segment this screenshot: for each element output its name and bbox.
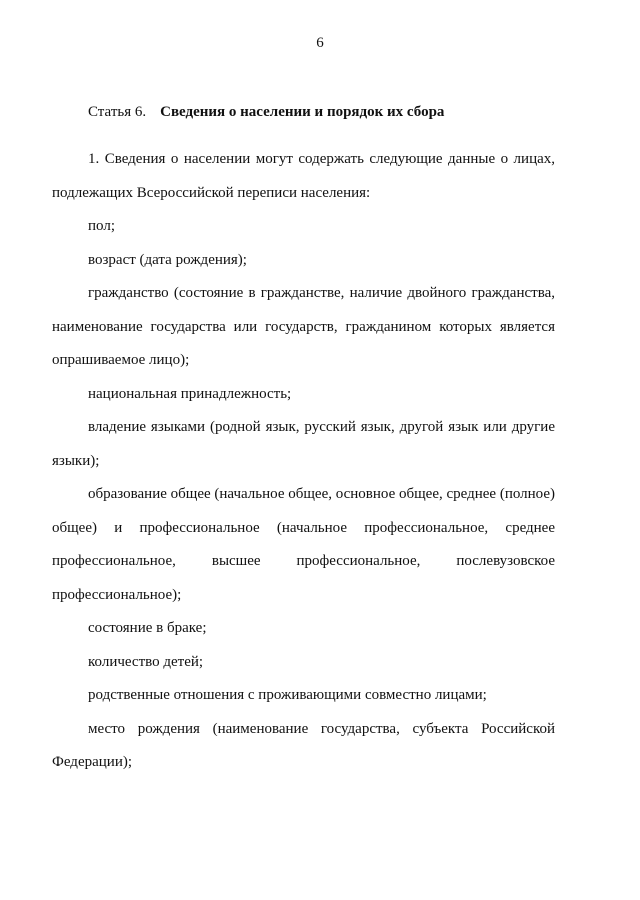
paragraph: пол; [88, 218, 115, 234]
paragraph: состояние в браке; [88, 620, 207, 636]
paragraph: родственные отношения с проживающими совместно лицами; [88, 687, 487, 703]
article-body [52, 143, 555, 780]
paragraph: национальная принадлежность; [88, 385, 292, 402]
paragraph: возраст (дата рождения); [88, 251, 247, 268]
paragraph: 1. Сведения о населении могут содержать следующие данные о лицах, подлежащих Всероссийской переписи населения: [52, 151, 555, 201]
paragraph: гражданство (состояние в гражданстве, наличие двойного гражданства, наименование государства или государств, гражданином которых является опрашиваемое лицо); [52, 285, 555, 368]
paragraph: владение языками (родной язык, русский язык, другой язык или другие языки); [52, 419, 555, 469]
paragraph: образование общее (начальное общее, основное общее, среднее (полное) общее) и профессиональное (начальное профессиональное, среднее профессиональное, высшее профессиональное, послевузовское профессиональное); [52, 486, 556, 603]
paragraph: количество детей; [88, 653, 204, 670]
paragraph: место рождения (наименование государства, субъекта Российской Федерации); [52, 720, 555, 770]
article-heading [88, 104, 444, 121]
article-number: Статья 6. [88, 104, 147, 120]
page-number: 6 [316, 35, 324, 51]
article-title: Сведения о населении и порядок их сбора [160, 104, 445, 120]
